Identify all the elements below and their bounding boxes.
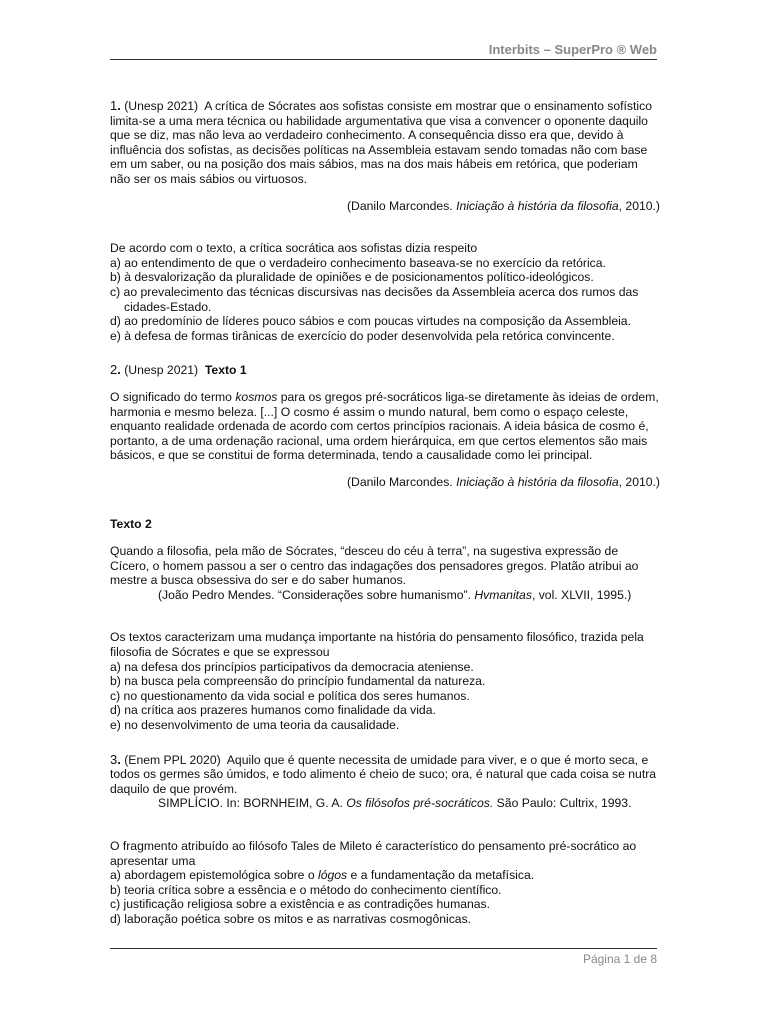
q3-option-c[interactable]: c) justificação religiosa sobre a existência e as contradições humanas. [110, 897, 491, 912]
q2-citation-2: (João Pedro Mendes. “Considerações sobre humanismo”. Hvmanitas, vol. XLVII, 1995.) [158, 587, 632, 602]
header-divider [110, 59, 657, 60]
q1-option-d[interactable]: d) ao predomínio de líderes pouco sábios e com poucas virtudes na composição da Assembleia. [110, 314, 631, 329]
q3-source: (Enem PPL 2020) [124, 752, 221, 767]
q3-option-b[interactable]: b) teoria crítica sobre a essência e o método do conhecimento científico. [110, 882, 502, 897]
q2-citation-1: (Danilo Marcondes. Iniciação à história da filosofia, 2010.) [347, 474, 660, 489]
q1-citation: (Danilo Marcondes. Iniciação à história da filosofia, 2010.) [347, 198, 660, 213]
q1-number: 1. [110, 98, 121, 113]
q3-number: 3. [110, 751, 121, 767]
q1-source: (Unesp 2021) [124, 99, 199, 113]
q2-text2: Quando a filosofia, pela mão de Sócrates, “desceu do céu à terra”, na sugestiva expressão de Cícero, o homem passou a ser o centro das indagações dos pensadores gregos. Platão atribui ao mestre a busca obsessiva do ser e do saber humanos. [110, 544, 639, 588]
q2-prompt: Os textos caracterizam uma mudança importante na história do pensamento filosófico, trazida pela filosofia de Sócrates e que se expressou [110, 630, 644, 660]
question-1 [110, 99, 660, 343]
page-number: Página 1 de 8 [582, 952, 657, 966]
q2-text1-label: Texto 1 [204, 363, 247, 378]
q1-option-b[interactable]: b) à desvalorização da pluralidade de opiniões e de posicionamentos político-ideológicos. [110, 270, 594, 285]
q3-option-d[interactable]: d) laboração poética sobre os mitos e as narrativas cosmogônicas. [110, 911, 472, 926]
q1-option-a[interactable]: a) ao entendimento de que o verdadeiro conhecimento baseava-se no exercício da retórica. [110, 255, 606, 270]
q2-number: 2. [110, 362, 121, 378]
q2-text2-label: Texto 2 [110, 517, 152, 532]
q2-source: (Unesp 2021) [124, 363, 199, 378]
q3-passage-text: Aquilo que é quente necessita de umidade para viver, e o que é morto seca, e todos os germes são úmidos, e todo alimento é cheio de suco; ora, é natural que cada coisa se nutra daquilo de que provém. [110, 752, 657, 796]
q1-option-c[interactable]: c) ao prevalecimento das técnicas discursivas nas decisões da Assembleia acerca dos rumos das cidades-Estado. [110, 284, 639, 314]
footer-divider [110, 948, 657, 949]
q2-option-c[interactable]: c) no questionamento da vida social e política dos seres humanos. [110, 688, 470, 703]
q2-option-d[interactable]: d) na crítica aos prazeres humanos como finalidade da vida. [110, 703, 436, 718]
q1-option-e[interactable]: e) à defesa de formas tirânicas de exercício do poder desenvolvida pela retórica convincente. [110, 328, 615, 343]
q1-passage [110, 99, 660, 187]
q2-option-a[interactable]: a) na defesa dos princípios participativos da democracia ateniense. [110, 659, 474, 674]
q3-options [110, 868, 660, 926]
q2-options [110, 660, 660, 733]
question-2 [110, 363, 660, 732]
q1-options [110, 256, 660, 344]
document-content [110, 99, 660, 927]
q2-option-b[interactable]: b) na busca pela compreensão do princípio fundamental da natureza. [110, 674, 486, 689]
q3-prompt: O fragmento atribuído ao filósofo Tales de Mileto é característico do pensamento pré-socrático ao apresentar uma [110, 838, 637, 868]
q3-citation: SIMPLÍCIO. In: BORNHEIM, G. A. Os filósofos pré-socráticos. São Paulo: Cultrix, 1993. [158, 796, 632, 811]
q1-prompt: De acordo com o texto, a crítica socrática aos sofistas dizia respeito [110, 241, 478, 256]
question-3 [110, 753, 660, 927]
q2-text1: O significado do termo kosmos para os gregos pré-socráticos liga-se diretamente às ideias de ordem, harmonia e mesmo beleza. [...] O cosmo é assim o mundo natural, bem como o espaço celeste, enquanto realidade ordenada de acordo com certos princípios racionais. A ideia básica de cosmo é, portanto, a de uma ordenação racional, uma ordem hierárquica, em que certos elementos são mais básicos, e que se constitui de forma determinada, tendo a causalidade como lei principal. [110, 389, 659, 463]
q3-option-a[interactable]: a) abordagem epistemológica sobre o lógos e a fundamentação da metafísica. [110, 868, 535, 883]
q3-passage [110, 753, 660, 797]
page-header: Interbits – SuperPro ® Web [488, 42, 657, 57]
q2-heading [110, 363, 660, 378]
q2-option-e[interactable]: e) no desenvolvimento de uma teoria da causalidade. [110, 718, 400, 732]
q1-passage-text: A crítica de Sócrates aos sofistas consiste em mostrar que o ensinamento sofístico limita-se a uma mera técnica ou habilidade argumentativa que visa a convencer o oponente daquilo que se diz, mas não leva ao verdadeiro conhecimento. A consequência disso era que, devido à influência dos sofistas, as decisões políticas na Assembleia estavam sendo tomadas não com base em um saber, ou na posição dos mais sábios, mas na dos mais hábeis em retórica, que poderiam não ser os mais sábios ou virtuosos. [110, 99, 652, 186]
